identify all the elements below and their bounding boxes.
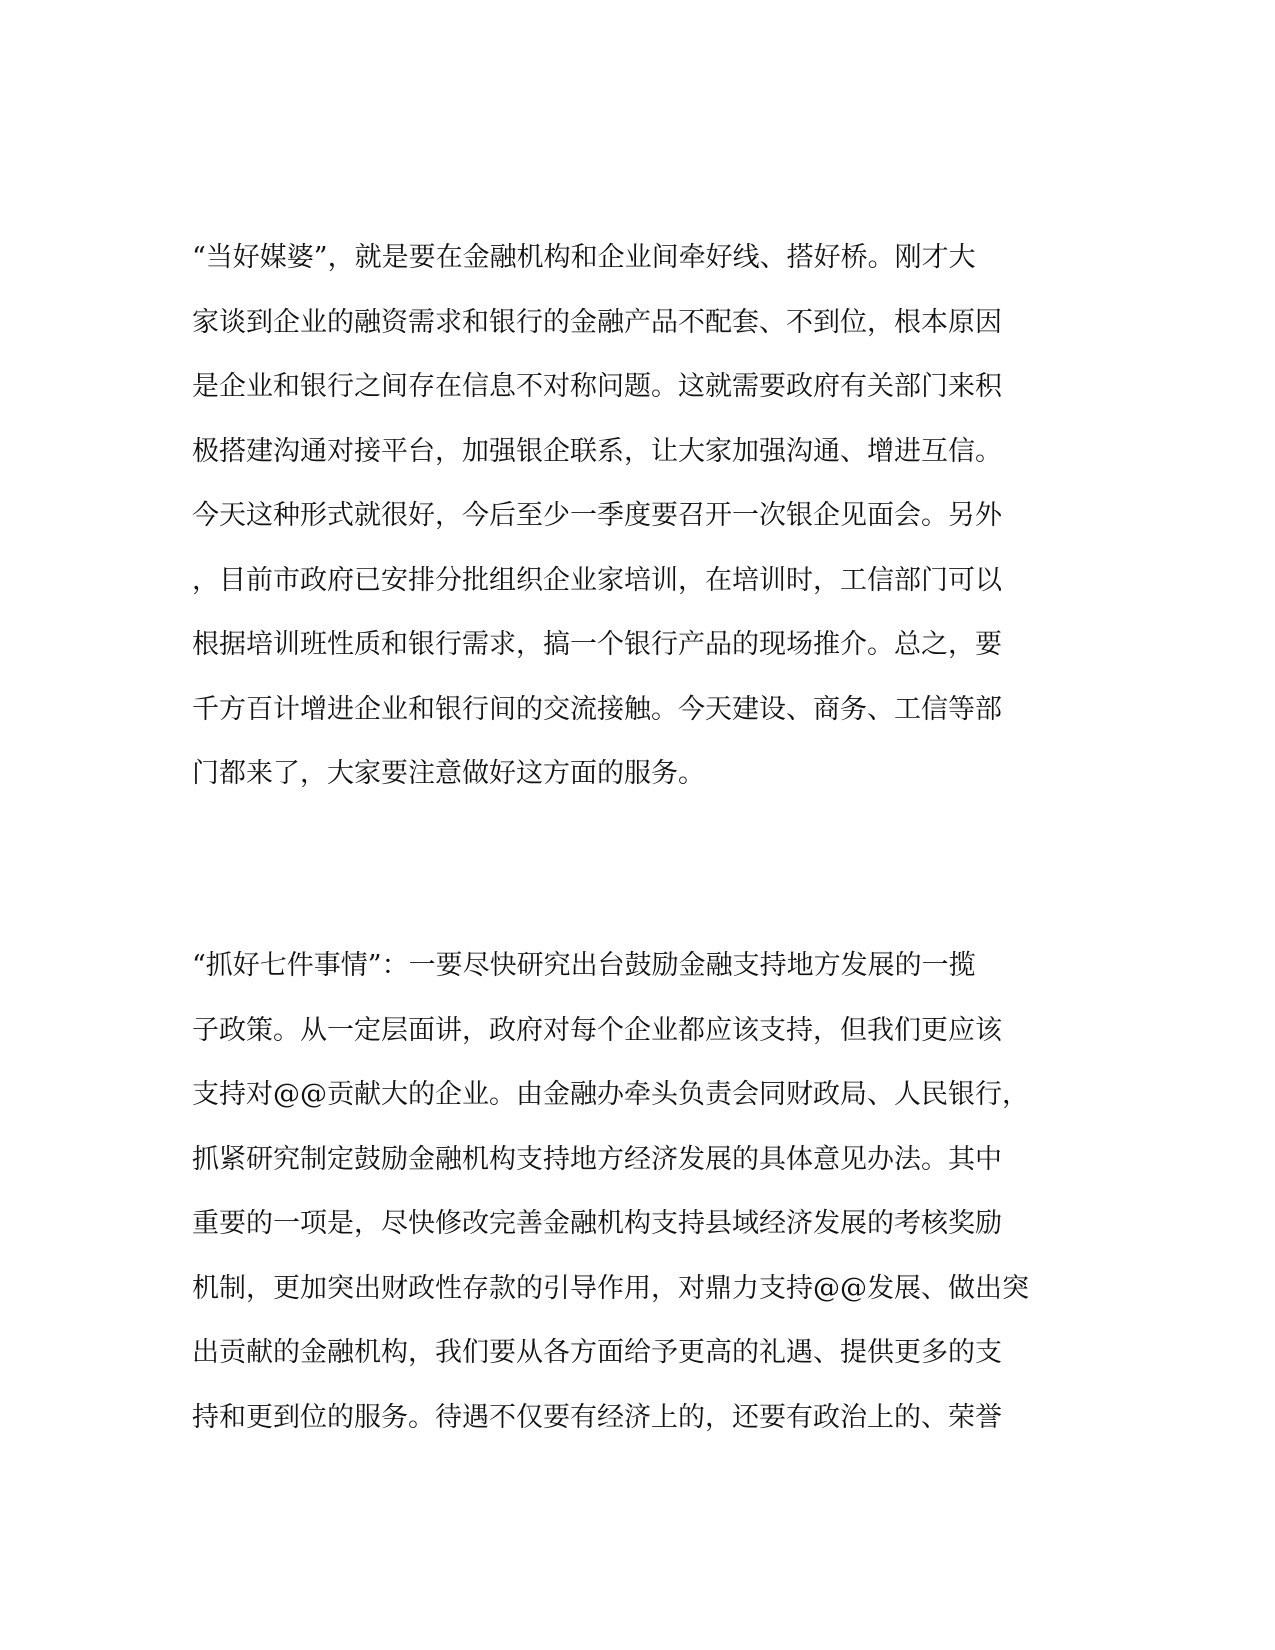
text-line: 子政策。从一定层面讲，政府对每个企业都应该支持，但我们更应该 [192, 1014, 1002, 1046]
text-line: 门都来了，大家要注意做好这方面的服务。 [192, 758, 705, 789]
text-line: 重要的一项是，尽快修改完善金融机构支持县域经济发展的考核奖励 [192, 1208, 1002, 1239]
text-line: 出贡献的金融机构，我们要从各方面给予更高的礼遇、提供更多的支 [192, 1337, 1002, 1368]
text-line: 极搭建沟通对接平台，加强银企联系，让大家加强沟通、增进互信。 [192, 435, 1002, 467]
text-line: 是企业和银行之间存在信息不对称问题。这就需要政府有关部门来积 [192, 371, 1002, 402]
text-line: 抓紧研究制定鼓励金融机构支持地方经济发展的具体意见办法。其中 [192, 1143, 1002, 1175]
text-line: “抓好七件事情”：一要尽快研究出台鼓励金融支持地方发展的一揽 [192, 950, 976, 981]
text-line: 支持对@@贡献大的企业。由金融办牵头负责会同财政局、人民银行， [192, 1079, 1029, 1110]
text-line: ，目前市政府已安排分批组织企业家培训，在培训时，工信部门可以 [192, 564, 1002, 596]
paragraph-seven-tasks [192, 934, 1082, 1450]
text-line: 千方百计增进企业和银行间的交流接触。今天建设、商务、工信等部 [192, 693, 1002, 725]
text-line: 家谈到企业的融资需求和银行的金融产品不配套、不到位，根本原因 [192, 306, 1002, 338]
text-line: 机制，更加突出财政性存款的引导作用，对鼎力支持@@发展、做出突 [192, 1272, 1029, 1304]
text-line: 根据培训班性质和银行需求，搞一个银行产品的现场推介。总之，要 [192, 629, 1002, 660]
text-line: “当好媒婆”，就是要在金融机构和企业间牵好线、搭好桥。刚才大 [192, 242, 976, 273]
paragraph-matchmaker [192, 226, 1082, 807]
text-line: 持和更到位的服务。待遇不仅要有经济上的，还要有政治上的、荣誉 [192, 1401, 1002, 1433]
text-line: 今天这种形式就很好，今后至少一季度要召开一次银企见面会。另外 [192, 500, 1002, 531]
